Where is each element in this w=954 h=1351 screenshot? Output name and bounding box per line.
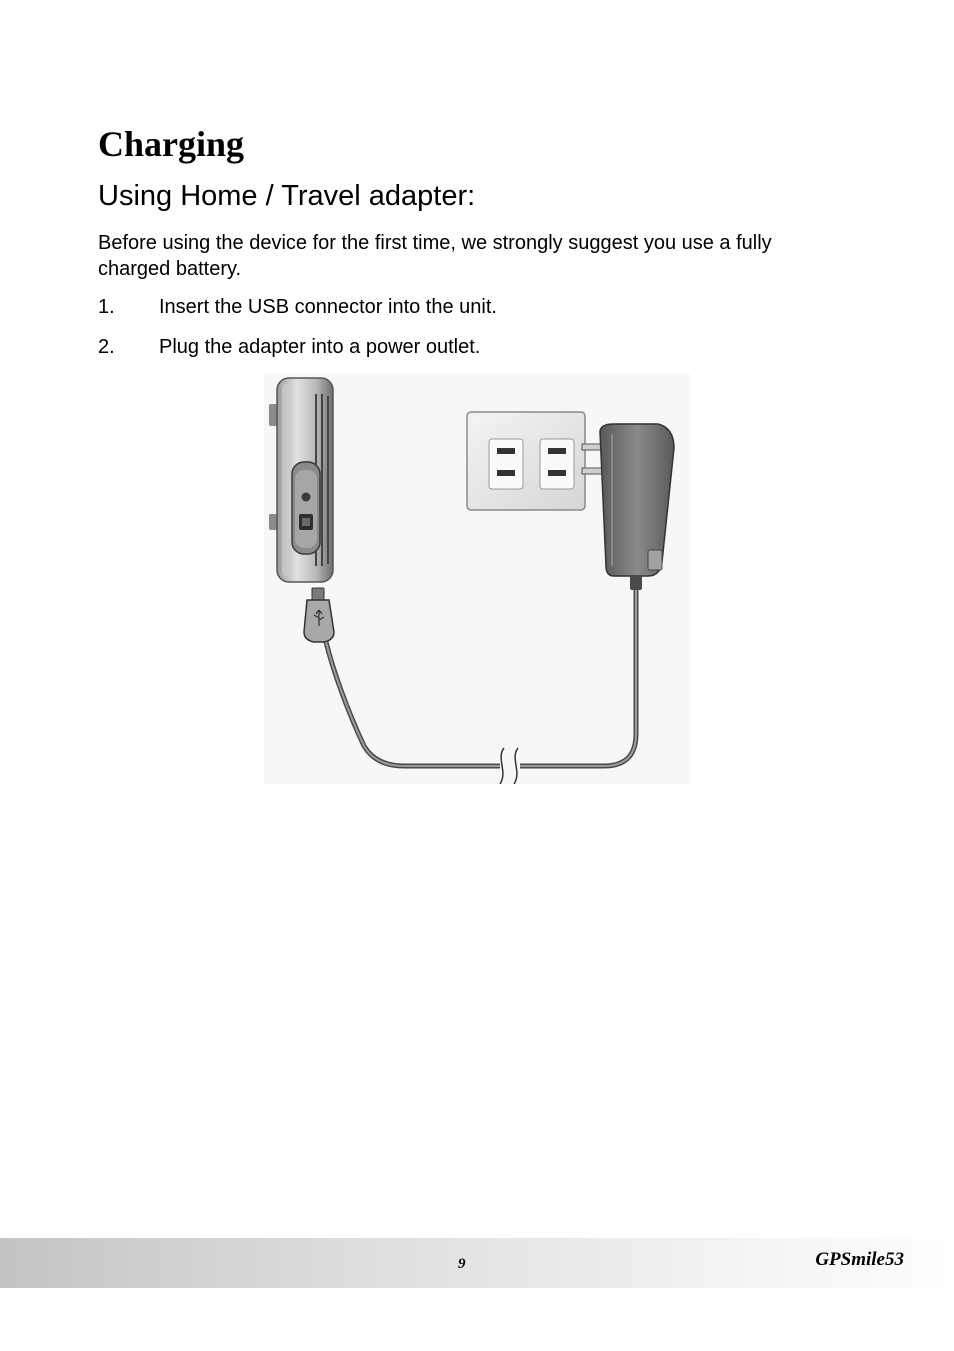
list-item — [98, 334, 497, 374]
step-text: Plug the adapter into a power outlet. — [159, 336, 481, 358]
page-footer — [0, 1238, 954, 1288]
gps-device-icon — [269, 378, 333, 582]
step-text: Insert the USB connector into the unit. — [159, 296, 497, 318]
steps-list — [98, 294, 497, 374]
page-number: 9 — [458, 1256, 466, 1272]
step-number: 2. — [98, 336, 115, 358]
page-title: Charging — [98, 124, 245, 164]
section-subtitle: Using Home / Travel adapter: — [98, 180, 476, 212]
charging-illustration — [264, 374, 690, 784]
step-number: 1. — [98, 296, 115, 318]
product-name: GPSmile53 — [815, 1249, 904, 1270]
intro-paragraph: Before using the device for the first time, we strongly suggest you use a fully charged battery. — [98, 232, 772, 280]
list-item — [98, 294, 497, 334]
power-outlet-icon — [467, 412, 585, 510]
